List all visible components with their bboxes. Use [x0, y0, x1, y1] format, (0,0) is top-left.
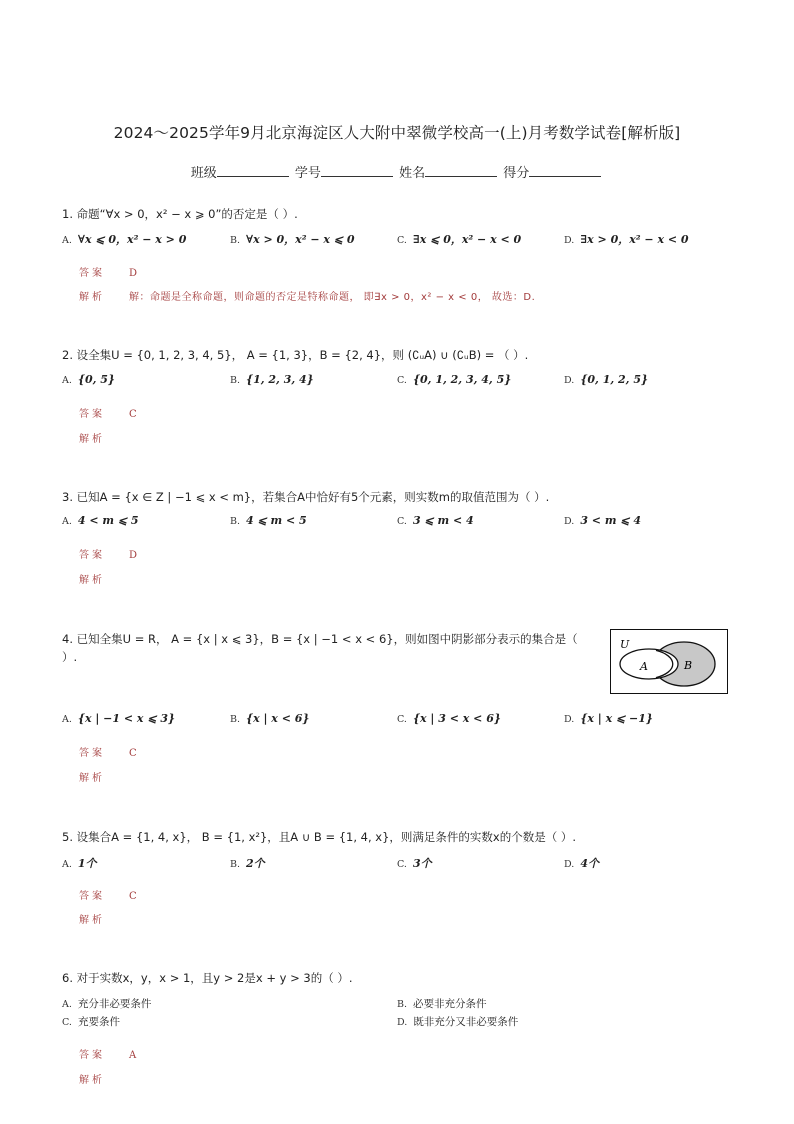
- answer-label: 答案: [79, 409, 105, 420]
- q1-option-c[interactable]: [397, 231, 521, 247]
- option-text: 3个: [412, 857, 432, 870]
- q3-option-c[interactable]: [397, 514, 474, 527]
- q6-answer: [79, 1046, 136, 1061]
- option-text: 既非充分又非必要条件: [413, 1016, 519, 1028]
- venn-diagram: [610, 629, 728, 694]
- class-blank: [217, 164, 289, 177]
- option-letter: C.: [397, 516, 407, 527]
- q1-option-d[interactable]: [564, 231, 689, 247]
- question-6-stem: 6. 对于实数x，y，x > 1，且y > 2是x + y > 3的（ ）.: [62, 971, 353, 985]
- analysis-label: 解析: [79, 1075, 105, 1086]
- q1-option-a[interactable]: [62, 231, 186, 247]
- answer-value: D: [129, 550, 138, 561]
- q5-option-c[interactable]: [397, 855, 432, 871]
- option-letter: B.: [230, 235, 241, 246]
- option-letter: D.: [564, 859, 575, 870]
- q2-option-c[interactable]: [397, 373, 511, 386]
- option-text: 3 < m ⩽ 4: [580, 514, 642, 527]
- q2-analysis: [79, 430, 129, 445]
- question-4-stem: 4. 已知全集U = R， A = {x | x ⩽ 3}，B = {x | −1 < x < 6}，则如图中阴影部分表示的集合是（: [62, 632, 578, 646]
- option-text: {x | 3 < x < 6}: [412, 712, 501, 725]
- q4-option-c[interactable]: [397, 712, 501, 725]
- q4-analysis: [79, 769, 129, 784]
- option-text: ∃x > 0，x² − x < 0: [580, 233, 689, 246]
- question-2-stem: 2. 设全集U = {0, 1, 2, 3, 4, 5}， A = {1, 3}，B = {2, 4}，则 (∁ᵤA) ∪ (∁ᵤB) = （ ）.: [62, 348, 529, 362]
- option-letter: B.: [230, 714, 241, 725]
- option-text: ∀x ⩽ 0，x² − x > 0: [77, 233, 187, 246]
- q5-option-b[interactable]: [230, 855, 265, 871]
- score-label: 得分: [503, 166, 530, 181]
- option-letter: B.: [397, 999, 408, 1010]
- option-text: 2个: [246, 857, 265, 870]
- option-letter: A.: [62, 999, 72, 1010]
- set-a-label: A: [640, 660, 648, 673]
- venn-svg: [611, 630, 727, 693]
- id-blank: [321, 164, 393, 177]
- q3-option-a[interactable]: [62, 514, 139, 527]
- answer-value: A: [129, 1050, 137, 1061]
- option-text: {x | x < 6}: [246, 712, 310, 725]
- option-text: {1, 2, 3, 4}: [246, 373, 314, 386]
- answer-value: C: [129, 409, 137, 420]
- q1-analysis: [79, 288, 535, 303]
- q6-analysis: [79, 1071, 129, 1086]
- option-letter: D.: [564, 375, 575, 386]
- q2-option-d[interactable]: [564, 373, 648, 386]
- option-text: 3 ⩽ m < 4: [412, 514, 474, 527]
- question-3-stem: 3. 已知A = {x ∈ Z | −1 ⩽ x < m}，若集合A中恰好有5个元素，则实数m的取值范围为（ ）.: [62, 490, 550, 504]
- option-text: 4 ⩽ m < 5: [246, 514, 307, 527]
- analysis-label: 解析: [79, 292, 105, 303]
- option-text: 4个: [580, 857, 599, 870]
- q4-answer: [79, 744, 137, 759]
- q3-option-d[interactable]: [564, 514, 641, 527]
- answer-label: 答案: [79, 550, 105, 561]
- option-text: {0, 1, 2, 5}: [580, 373, 649, 386]
- option-letter: B.: [230, 859, 241, 870]
- exam-title: 2024～2025学年9月北京海淀区人大附中翠微学校高一(上)月考数学试卷[解析版]: [113, 124, 681, 142]
- option-letter: C.: [397, 859, 407, 870]
- analysis-label: 解析: [79, 575, 105, 586]
- option-text: {0, 1, 2, 3, 4, 5}: [412, 373, 512, 386]
- analysis-label: 解析: [79, 434, 105, 445]
- q5-answer: [79, 887, 137, 902]
- universe-label: U: [620, 638, 630, 651]
- q5-analysis: [79, 911, 129, 926]
- q6-option-d[interactable]: [397, 1014, 518, 1029]
- option-text: {x | −1 < x ⩽ 3}: [77, 712, 176, 725]
- option-text: {0, 5}: [77, 373, 116, 386]
- option-text: 4 < m ⩽ 5: [77, 514, 139, 527]
- option-letter: C.: [397, 375, 407, 386]
- q1-option-b[interactable]: [230, 231, 355, 247]
- option-letter: C.: [62, 1017, 72, 1028]
- set-a-circle: [620, 649, 678, 679]
- name-label: 姓名: [399, 166, 426, 181]
- option-letter: D.: [564, 235, 575, 246]
- option-letter: D.: [564, 714, 575, 725]
- q4-option-b[interactable]: [230, 712, 309, 725]
- q6-option-b[interactable]: [397, 996, 487, 1011]
- question-1-stem: 1. 命题“∀x > 0，x² − x ⩾ 0”的否定是（ ）.: [62, 207, 298, 221]
- q2-option-a[interactable]: [62, 373, 115, 386]
- set-b-label: B: [684, 659, 693, 672]
- question-5-stem: 5. 设集合A = {1, 4, x}， B = {1, x²}，且A ∪ B = {1, 4, x}，则满足条件的实数x的个数是（ ）.: [62, 830, 577, 844]
- option-text: 1个: [77, 857, 97, 870]
- option-letter: A.: [62, 516, 72, 527]
- answer-value: C: [129, 748, 137, 759]
- id-label: 学号: [294, 166, 321, 181]
- q4-option-a[interactable]: [62, 712, 175, 725]
- q5-option-a[interactable]: [62, 855, 97, 871]
- option-letter: A.: [62, 375, 72, 386]
- answer-label: 答案: [79, 748, 105, 759]
- option-text: {x | x ⩽ −1}: [580, 712, 653, 725]
- option-letter: A.: [62, 859, 72, 870]
- q3-analysis: [79, 571, 129, 586]
- score-blank: [529, 164, 601, 177]
- q4-option-d[interactable]: [564, 712, 653, 725]
- answer-label: 答案: [79, 268, 105, 279]
- option-text: 充分非必要条件: [77, 998, 152, 1010]
- option-letter: B.: [230, 375, 241, 386]
- analysis-label: 解析: [79, 773, 105, 784]
- q3-option-b[interactable]: [230, 514, 307, 527]
- option-text: ∃x ⩽ 0，x² − x < 0: [412, 233, 522, 246]
- answer-label: 答案: [79, 891, 105, 902]
- option-letter: A.: [62, 235, 72, 246]
- q6-option-c[interactable]: [62, 1014, 120, 1029]
- option-letter: B.: [230, 516, 241, 527]
- answer-label: 答案: [79, 1050, 105, 1061]
- student-info-row: [0, 162, 794, 181]
- analysis-text: 解：命题是全称命题，则命题的否定是特称命题， 即∃x > 0，x² − x < 0， 故选：D.: [129, 292, 536, 303]
- q2-answer: [79, 405, 137, 420]
- option-text: 充要条件: [77, 1016, 120, 1028]
- option-letter: C.: [397, 714, 407, 725]
- answer-value: D: [129, 268, 138, 279]
- name-blank: [425, 164, 497, 177]
- option-letter: D.: [564, 516, 575, 527]
- option-letter: C.: [397, 235, 407, 246]
- q1-answer: [79, 264, 137, 279]
- class-label: 班级: [190, 166, 217, 181]
- q3-answer: [79, 546, 137, 561]
- option-letter: D.: [397, 1017, 408, 1028]
- option-letter: A.: [62, 714, 72, 725]
- option-text: ∀x > 0，x² − x ⩽ 0: [246, 233, 355, 246]
- q6-option-a[interactable]: [62, 996, 151, 1011]
- analysis-label: 解析: [79, 915, 105, 926]
- q2-option-b[interactable]: [230, 373, 314, 386]
- option-text: 必要非充分条件: [413, 998, 487, 1010]
- question-4-stem-cont: ）.: [62, 650, 78, 664]
- answer-value: C: [129, 891, 137, 902]
- q5-option-d[interactable]: [564, 855, 599, 871]
